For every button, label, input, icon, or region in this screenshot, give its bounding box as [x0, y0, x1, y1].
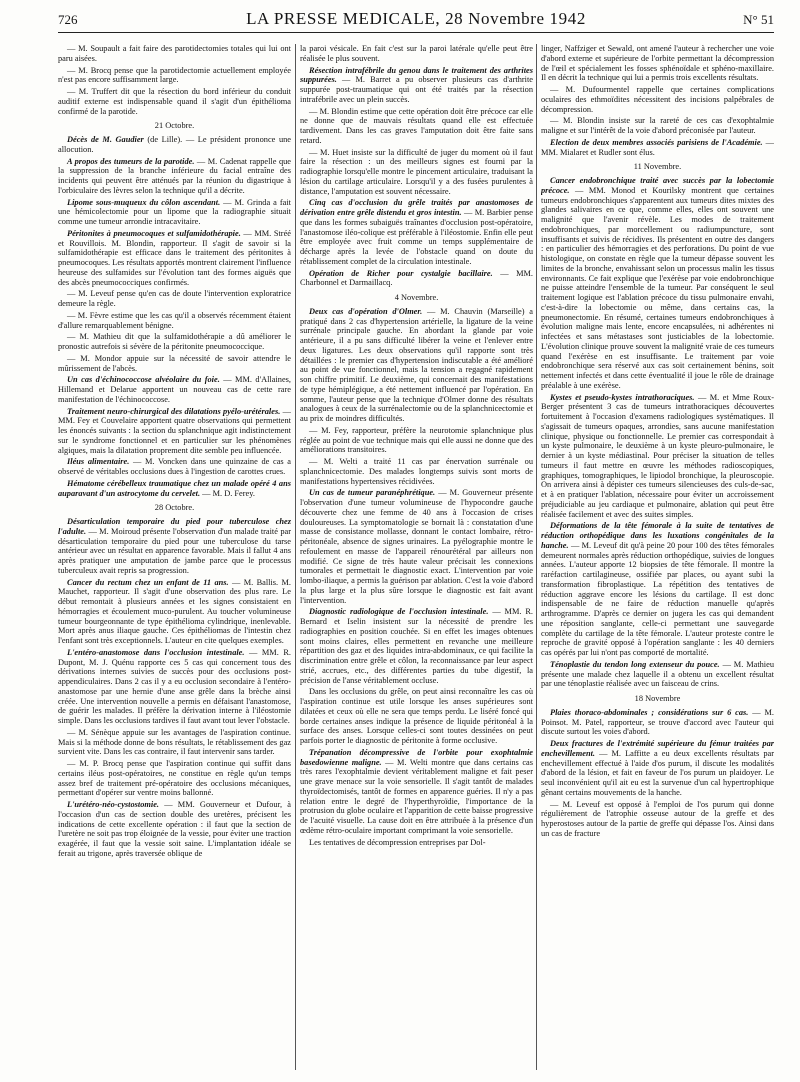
- article-paragraph: [58, 648, 291, 726]
- article-title: Cancer du rectum chez un enfant de 11 ans.: [67, 577, 229, 587]
- article-paragraph: [300, 426, 533, 455]
- article-text: — M. Welti montre que dans certains cas très rares l'exophtalmie devient véritablement maligne et fait peser une grave menace sur la voie sensorielle. Il s'agit tantôt de malades thyroïdectomisés, tantôt de formes en apparence guéries. Il n'y a pas relation entre le degré de l'hyperthyroïdie, l'importance de la protrusion du globe oculaire et l'apparition de cette baisse progressive de l'acuité visuelle. La cause doit en être attribuée à la présence d'un œdème rétro-oculaire important comprimant la voie sensorielle.: [300, 757, 533, 835]
- article-paragraph: [58, 87, 291, 116]
- article-text: — MM. Gouverneur et Dufour, à l'occasion d'un cas de section double des uretères, précisent les indications de cette excellente opération : il faut que la section de l'uretère ne soit pas trop éloignée de la vessie, pour éviter une traction exagérée, il faut que la vessie soit saine. L'implantation idéale se ferait au trigone, après traversée oblique de: [58, 800, 291, 858]
- article-text: — M. Leveuf pense qu'en cas de doute l'intervention exploratrice demeure la règle.: [58, 289, 291, 308]
- article-paragraph: [58, 728, 291, 757]
- article-paragraph: [541, 708, 774, 737]
- article-title: Lipome sous-muqueux du côlon ascendant.: [67, 197, 221, 207]
- article-paragraph: [58, 479, 291, 499]
- article-text: — M. Mondor appuie sur la nécessité de savoir attendre le mûrissement de l'abcès.: [58, 353, 291, 373]
- article-paragraph: [300, 488, 533, 605]
- article-paragraph: [300, 107, 533, 146]
- article-title: Un cas d'échinococcose alvéolaire du foie.: [67, 375, 220, 385]
- article-title: Décès de M. Gaudier: [67, 135, 144, 144]
- article-paragraph: [541, 85, 774, 114]
- article-paragraph: [58, 289, 291, 309]
- article-text: — M. Welti a traité 11 cas par énervation surrénale ou splanchnicectomie. Des malades longtemps suivis sont morts de manifestations hypertensives récidivées.: [300, 457, 533, 486]
- article-text: — M. Mathieu dit que la sulfamidothérapie a dû améliorer le pronostic autrefois si sévère de la péritonite pneumococcique.: [58, 332, 291, 351]
- article-text: — M. Leveuf est opposé à l'emploi de l'os purum qui donne régulièrement de l'atrophie osseuse autour de la greffe et des hyperostoses autour de la partie de greffe qui dépasse l'os. Ainsi dans un cas de fracture: [541, 799, 774, 838]
- article-paragraph: [58, 759, 291, 798]
- article-paragraph: [58, 375, 291, 404]
- article-paragraph: [541, 521, 774, 658]
- article-text: — MM. Stréé et Rouvillois. M. Blondin, rapporteur. Il s'agit de savoir si la sulfamidothérapie est efficace dans le traitement des péritonites à pneumocoques. Les résultats apportés montrent clairement l'influence heureuse des sulfamides sur l'évolution tant des formes aiguës que des abcès pneumococciques confirmés.: [58, 228, 291, 287]
- article-title: Ténoplastie du tendon long extenseur du pouce.: [550, 659, 720, 669]
- article-paragraph: [58, 800, 291, 859]
- article-text: — M. Fèvre estime que les cas qu'il a observés récemment étaient d'allure remarquablement bénigne.: [58, 310, 291, 330]
- article-paragraph: [58, 135, 291, 155]
- article-title: Hématome cérébelleux traumatique chez un malade opéré 4 ans auparavant d'un astrocytome du cervelet.: [58, 478, 291, 498]
- article-paragraph: [58, 354, 291, 374]
- article-text: — M. Grinda a fait une hémicolectomie pour un lipome que la radiographie situait comme une tumeur arrondie intracavitaire.: [58, 197, 291, 226]
- article-text: — M. Soupault a fait faire des parotidectomies totales qui lui ont paru aisées.: [58, 44, 291, 63]
- article-title: Election de deux membres associés parisiens de l'Académie.: [550, 137, 763, 147]
- article-paragraph: [58, 578, 291, 646]
- article-paragraph: [541, 176, 774, 391]
- article-paragraph: [300, 198, 533, 266]
- article-title: L'entéro-anastomose dans l'occlusion intestinale.: [67, 647, 245, 657]
- article-text: — M. Cadenat rappelle que la suppression de la branche inférieure du facial entraîne des incidents qui peuvent être atténués par la réunion du digastrique à l'orbiculaire des lèvres selon la technique qu'il a décrite.: [58, 156, 291, 195]
- article-paragraph: [541, 739, 774, 798]
- article-text: — M. Gouverneur présente l'observation d'une tumeur volumineuse de l'hypocondre gauche découverte chez une femme de 40 ans à l'occasion de crises douloureuses. La symptomatologie se bornait là : constatation d'une masse de consistance mollasse, donnant le contact lombaire, rétro-péritonéale, absence de signes urinaires. La pyélographie montre le refoulement en masse de l'appareil rénourétéral par ailleurs non modifié. Ce signe de très haute valeur précisait les connexions tumorales et permettait le diagnostic exact. L'intervention par voie lombo-iliaque, a permis la guérison par ablation. C'est la voie d'abord la plus large et la plus sûre lorsque le diagnostic est fait avant l'intervention.: [300, 488, 533, 605]
- article-text: — M. Laffitte a eu deux excellents résultats par enchevillement effectué à l'aide d'os purum, il discute les modalités d'abord de la lésion, et fait en faveur de l'os purum un plaidoyer. Le seul inconvénient qu'il ait eu est la survenue d'un cal hypertrophique gênant certains mouvements de la hanche.: [541, 748, 774, 797]
- article-paragraph: [300, 307, 533, 424]
- article-text: — MM. Fey et Couvelaire apportent quatre observations qui permettent les énoncés suivants : la section du splanchnique agit indistinctement sur le syndrome fonctionnel et en particulier sur les phénomènes algiques, mais la dilatation proprement dite semble peu influencée.: [58, 406, 291, 455]
- article-paragraph: [58, 229, 291, 288]
- column-divider: [536, 44, 537, 1070]
- page-number: 726: [58, 12, 78, 27]
- article-paragraph: [300, 269, 533, 289]
- article-title: A propos des tumeurs de la parotide.: [67, 156, 195, 166]
- article-paragraph: [541, 393, 774, 520]
- article-text: la paroi vésicale. En fait c'est sur la paroi latérale qu'elle peut être réalisée le plus souvent.: [300, 44, 533, 63]
- article-text: — M. et Mme Roux-Berger présentent 3 cas de tumeurs intrathoraciques découvertes fortuitement à l'occasion d'examens radiologiques systématiques. Il s'agissait de tumeurs opaques, arrondies, sans aucune manifestation clinique, physique ou fonctionnelle. Le premier cas correspondait à un kyste pulmonaire, le deuxième à un kyste pleuro-pulmonaire, le dernier à un kyste médiastinal. Pour préciser la situation de telles tumeurs il faut mettre en œuvre les méthodes radioscopiques, graphiques, tomographiques, le lipiodol bronchique, la pleuroscopie. On arrivera ainsi à dépister ces tumeurs silencieuses des culs-de-sac, et à en pratiquer l'ablation, nécessaire pour éviter un accroissement préjudiciable au jeu cardiaque et pulmonaire, ablation qui peut être réalisée facilement et avec des suites simples.: [541, 392, 774, 519]
- article-paragraph: [58, 332, 291, 352]
- article-text: — MM. R. Bernard et Iselin insistent sur la nécessité de prendre les radiographies en position couchée. Si en effet les images obtenues sont moins claires, elles permettent en revanche une meilleure répartition des gaz et des liquides intra-abdominaux, ce qui facilite la discrimination entre grêle et côlon, la reconnaissance par leur aspect strié, accrues, etc., des différentes parties du tube digestif, la précision de l'anse véritablement occluse.: [300, 607, 533, 685]
- article-text: — M. Fey, rapporteur, préfère la neurotomie splanchnique plus réglée au point de vue technique mais qui elle aussi ne donne que des améliorations transitoires.: [300, 425, 533, 455]
- article-paragraph: [300, 148, 533, 197]
- issue-number: N° 51: [743, 12, 774, 27]
- article-text: — M. Barbier pense que dans les formes subaiguës traînantes d'occlusion post-opératoire, l'anastomose iléo-colique est préférable à l'iléostomie. Enfin elle peut être employée avec fruit comme un temps supplémentaire de décharge après la levée de l'obstacle quand on doute du rétablissement complet de la circulation intestinale.: [300, 208, 533, 266]
- article-text: linger, Naffziger et Sewald, ont amené l'auteur à rechercher une voie d'abord externe et supérieure de l'orbite permettant la décompression de l'œil et spécialement les fosses sphénoïdale et sphéno-maxillaire. Il en décrit la technique qui lui a permis trois excellents résultats.: [541, 44, 774, 83]
- article-paragraph: [300, 687, 533, 746]
- article-title: Deux cas d'opération d'Olmer.: [309, 306, 423, 316]
- article-paragraph: [58, 157, 291, 196]
- article-paragraph: [541, 116, 774, 136]
- article-paragraph: [58, 44, 291, 64]
- article-title: Résection intrafébrile du genou dans le traitement des arthrites suppurées.: [300, 65, 533, 85]
- article-text: — M. Dufourmentel rappelle que certaines complications oculaires des ethmoïdites nécessitent des incisions palpébrales de décompression.: [541, 85, 774, 114]
- article-paragraph: [541, 660, 774, 689]
- article-text: Les tentatives de décompression entreprises par Dol-: [309, 837, 486, 847]
- article-text: — MM. d'Allaines, Hillemand et Delarue apportent un nouveau cas de cette rare manifestation de l'échinococcose.: [58, 375, 291, 404]
- article-paragraph: [300, 607, 533, 685]
- article-paragraph: [58, 407, 291, 456]
- article-text: — M. Ballis. M. Mauchet, rapporteur. Il s'agit d'une observation des plus rare. Le début remontait à plusieurs années et les signes consistaient en hémorragies et écoulement muco-purulent. Au toucher volumineuse tumeur bourgeonnante de type épithélioma cylindrique, inenlevable. Mort après anus iliaque gauche. Ces épithéliomas de l'intestin chez l'enfant sont très exceptionnels. L'auteur en cite quelques exemples.: [58, 577, 291, 645]
- article-text: — M. Chauvin (Marseille) a pratiqué dans 2 cas d'hypertension artérielle, la ligature de la veine surrénale principale gauche. En abordant la glande par voie antérieure, il a pu sans difficulté libérer la veine et l'enlever entre deux ligatures. Les deux observations qu'il rapporte sont très détaillées : le premier cas d'hypertension indiscutable a été amélioré au point de vue fonctionnel, mais la tension a regagné rapidement son chiffre primitif. Le deuxième, qui concernait des manifestations de type hémiplégique, a été nettement influencé par l'opération. En somme, l'auteur pense que la technique d'Olmer donne des résultats analogues à ceux de la surrénalectomie ou de la splanchnicectomie et au prix de moindres difficultés.: [300, 306, 533, 423]
- article-text: — MM. Mialaret et Rudler sont élus.: [541, 137, 774, 157]
- article-title: Iléus alimentaire.: [67, 457, 130, 467]
- article-paragraph: [300, 44, 533, 64]
- session-date: 4 Novembre.: [394, 293, 439, 302]
- journal-title: LA PRESSE MEDICALE, 28 Novembre 1942: [246, 9, 586, 28]
- article-paragraph: [58, 457, 291, 477]
- session-date: 11 Novembre.: [633, 162, 682, 172]
- article-title: Trépanation décompressive de l'orbite pour exophtalmie basedowienne maligne.: [300, 747, 533, 767]
- article-text: — M. Blondin insiste sur la rareté de ces cas d'exophtalmie maligne et sur l'intérêt de la voie d'abord préconisée par l'auteur.: [541, 116, 774, 135]
- session-date: 28 Octobre.: [154, 503, 195, 513]
- article-paragraph: [300, 748, 533, 836]
- column-left: [58, 44, 291, 1070]
- article-text: — MM. Charbonnel et Darmaillacq.: [300, 268, 533, 288]
- column-middle: [300, 44, 533, 1070]
- article-text: Dans les occlusions du grêle, on peut ainsi reconnaître les cas où l'aspiration continue est utile lorsque les anses supérieures sont dilatées et ceux où elle ne sera que temps perdu. Le liséré foncé qui borde certaines anses indique la présence de liquide péritonéal à la surface des anses. Lorsque celles-ci sont toutes dessinées on peut parfois porter le diagnostic de péritonite à forme occlusive.: [300, 687, 533, 745]
- article-text: — M. Barret a pu observer plusieurs cas d'arthrite suppurée post-traumatique qui ont été traités par la résection intrafébrile avec un plein succès.: [300, 75, 533, 104]
- article-text: — M. Brocq pense que la parotidectomie actuellement employée n'est pas encore suffisamment large.: [58, 65, 291, 85]
- article-paragraph: [300, 838, 533, 848]
- article-title: Péritonites à pneumocoques et sulfamidothérapie.: [67, 228, 241, 238]
- article-text: — M. P. Brocq pense que l'aspiration continue qui suffit dans certains iléus post-opératoires, ne constitue en règle qu'un temps assez bref de traitement pré-opératoire des occlusions mécaniques, permettant d'opérer sur ventre moins ballonné.: [58, 759, 291, 798]
- article-text: — M. D. Ferey.: [202, 488, 255, 498]
- article-paragraph: [58, 517, 291, 576]
- article-paragraph: [58, 198, 291, 227]
- article-text: — MM. R. Dupont, M. J. Quénu rapporte ces 5 cas qui concernent tous des dérivations internes suivies de succès pour des occlusions post-appendiculaires. Dans 2 cas il y a eu occlusion secondaire à l'entéro-anastomose par une hernie d'une anse grêle dans la brèche ainsi créée. Une intervention nouvelle a permis en défaisant l'anastomose, de guérir les malades. Il préfère la dérivation interne à l'iléostomie simple. Dans les occlusions tardives il faut avant tout lever l'obstacle.: [58, 647, 291, 725]
- article-title: Diagnostic radiologique de l'occlusion intestinale.: [309, 607, 489, 617]
- article-title: Un cas de tumeur paranéphrétique.: [309, 488, 436, 498]
- page-header: [58, 8, 774, 33]
- article-text: — MM. Monod et Kourilsky montrent que certaines tumeurs endobronchiques s'apparentent aux tumeurs dites mixtes des glandes salivaires en ce que, comme elles, elles ont souvent une malignité que l'avenir révèle. Les modes de traitement endobronchiques, par morcellement ou radiumpuncture, sont insuffisants et suivis de récidives. Ils présentent en outre des dangers : en particulier des hémorragies et des perforations. Du point de vue histologique, on constate en règle que la tumeur dépasse souvent les limites de la bronche, envahissant selon un processus malin les tissus environnants. Ce fait explique que l'exérèse par voie endobronchique ne puisse atteindre l'ensemble de la tumeur. Par conséquent le seul traitement logique est l'ablation précoce du tissu pulmonaire envahi, c'est-à-dire la lobectomie ou même, dans certains cas, la pneumonectomie. En résumé, certaines tumeurs endobronchiques à évolution maligne mais lente, encore encapsulées, ni adhérentes ni infectées et sans métastases sont justiciables de la lobectomie. L'évolution clinique prouve souvent la malignité vraie de ces tumeurs quand l'exérèse en est insuffisante. Le traitement par voie endobronchique sera réservé aux cas soit certainement bénins, soit nettement infectés et dans cette éventualité il joue le rôle de drainage préalable à une exérèse.: [541, 185, 774, 390]
- article-title: Désarticulation temporaire du pied pour tuberculose chez l'adulte.: [58, 517, 291, 536]
- article-title: Cancer endobronchique traité avec succès par la lobectomie précoce.: [541, 176, 774, 195]
- column-divider: [295, 44, 296, 1070]
- article-text: — M. Sénèque appuie sur les avantages de l'aspiration continue. Mais si la méthode donne de bons résultats, le rétablissement des gaz survient vite. Dans les cas contraire, il faut intervenir sans tarder.: [58, 727, 291, 757]
- article-paragraph: [58, 66, 291, 86]
- article-text: — M. Huet insiste sur la difficulté de juger du moment où il faut faire la résection : un des meilleurs signes est fourni par la radiographie lorsqu'elle montre le pincement articulaire, traduisant la lésion du cartilage articulaire. Lorsqu'il y a des fusées purulentes à distance, l'amputation est souvent nécessaire.: [300, 147, 533, 196]
- article-title: Traitement neuro-chirurgical des dilatations pyélo-urétérales.: [67, 406, 281, 416]
- article-paragraph: [541, 138, 774, 158]
- article-text: — M. Voncken dans une quinzaine de cas a observé de véritables occlusions dues à l'ingestion de carottes crues.: [58, 457, 291, 476]
- article-title: Opération de Richer pour cystalgie bacillaire.: [309, 268, 493, 278]
- session-date: 18 Novembre: [634, 694, 681, 703]
- article-title: Cinq cas d'occlusion du grêle traités par anastomoses de dérivation entre grêle distendu et gros intestin.: [300, 198, 533, 217]
- article-paragraph: [300, 457, 533, 486]
- article-title: Plaies thoraco-abdominales ; considérations sur 6 cas.: [550, 707, 749, 717]
- article-text: — M. Moiroud présente l'observation d'un malade traité par désarticulation temporaire du pied pour une tuberculose du tarse antérieur avec un résultat en apparence favorable. Mais il fallut 4 ans après pratiquer une amputation de jambe parce que le processus tuberculeux avait repris sa progression.: [58, 526, 291, 575]
- article-text: — M. Mathieu présente une malade chez laquelle il a obtenu un excellent résultat par une ténoplastie réalisée avec un faisceau de crins.: [541, 659, 774, 689]
- session-date: 21 Octobre.: [154, 121, 195, 131]
- article-text: — M. Blondin estime que cette opération doit être précoce car elle ne donne que de mauvais résultats quand elle est effectuée tardivement. Dans les cas graves l'amputation doit être faite sans retard.: [300, 106, 533, 145]
- article-paragraph: [58, 311, 291, 331]
- article-text: — M. Truffert dit que la résection du bord inférieur du conduit auditif externe est indispensable quand il s'agit d'un épithélioma confirmé de la parotide.: [58, 87, 291, 116]
- article-title: Déformations de la tête fémorale à la suite de tentatives de réduction orthopédique dans les luxations congénitales de la hanche.: [541, 521, 774, 550]
- article-paragraph: [300, 66, 533, 105]
- article-paragraph: [541, 44, 774, 83]
- article-text: — M. Poinsot. M. Patel, rapporteur, se trouve d'accord avec l'auteur qui discute surtout les voies d'abord.: [541, 707, 774, 737]
- column-right: [541, 44, 774, 1070]
- article-paragraph: [541, 800, 774, 839]
- article-text: — M. Leveuf dit qu'à peine 20 pour 100 des têtes fémorales demeurent normales après réduction orthopédique, suivies de longues années. L'auteur apporte 12 biopsies de tête fémorale. Il montre la raréfaction cartilagineuse, ossifiée par places, ou ayant subi la transformation fibroplastique. La répétition des tentatives de réduction aggrave encore les lésions du cartilage. Il est donc indispensable de ne faire de réduction manuelle qu'après arthrogramme. D'après ce dernier on jugera les cas qui demandent une réposition sanglante, celle-ci permettant une sauvegarde complète du cartilage de la tête fémorale. L'auteur proteste contre le reproche de gravité opposé à l'opération sanglante : les 40 derniers cas opérés par lui n'ont pas comporté de mortalité.: [541, 540, 774, 657]
- article-title: Deux fractures de l'extrémité supérieure du fémur traitées par enchevillement.: [541, 739, 774, 758]
- article-text: (de Lille). — Le président prononce une allocution.: [58, 135, 291, 154]
- article-title: L'urétéro-néo-cystostomie.: [67, 800, 159, 809]
- article-title: Kystes et pseudo-kystes intrathoraciques.: [550, 392, 695, 402]
